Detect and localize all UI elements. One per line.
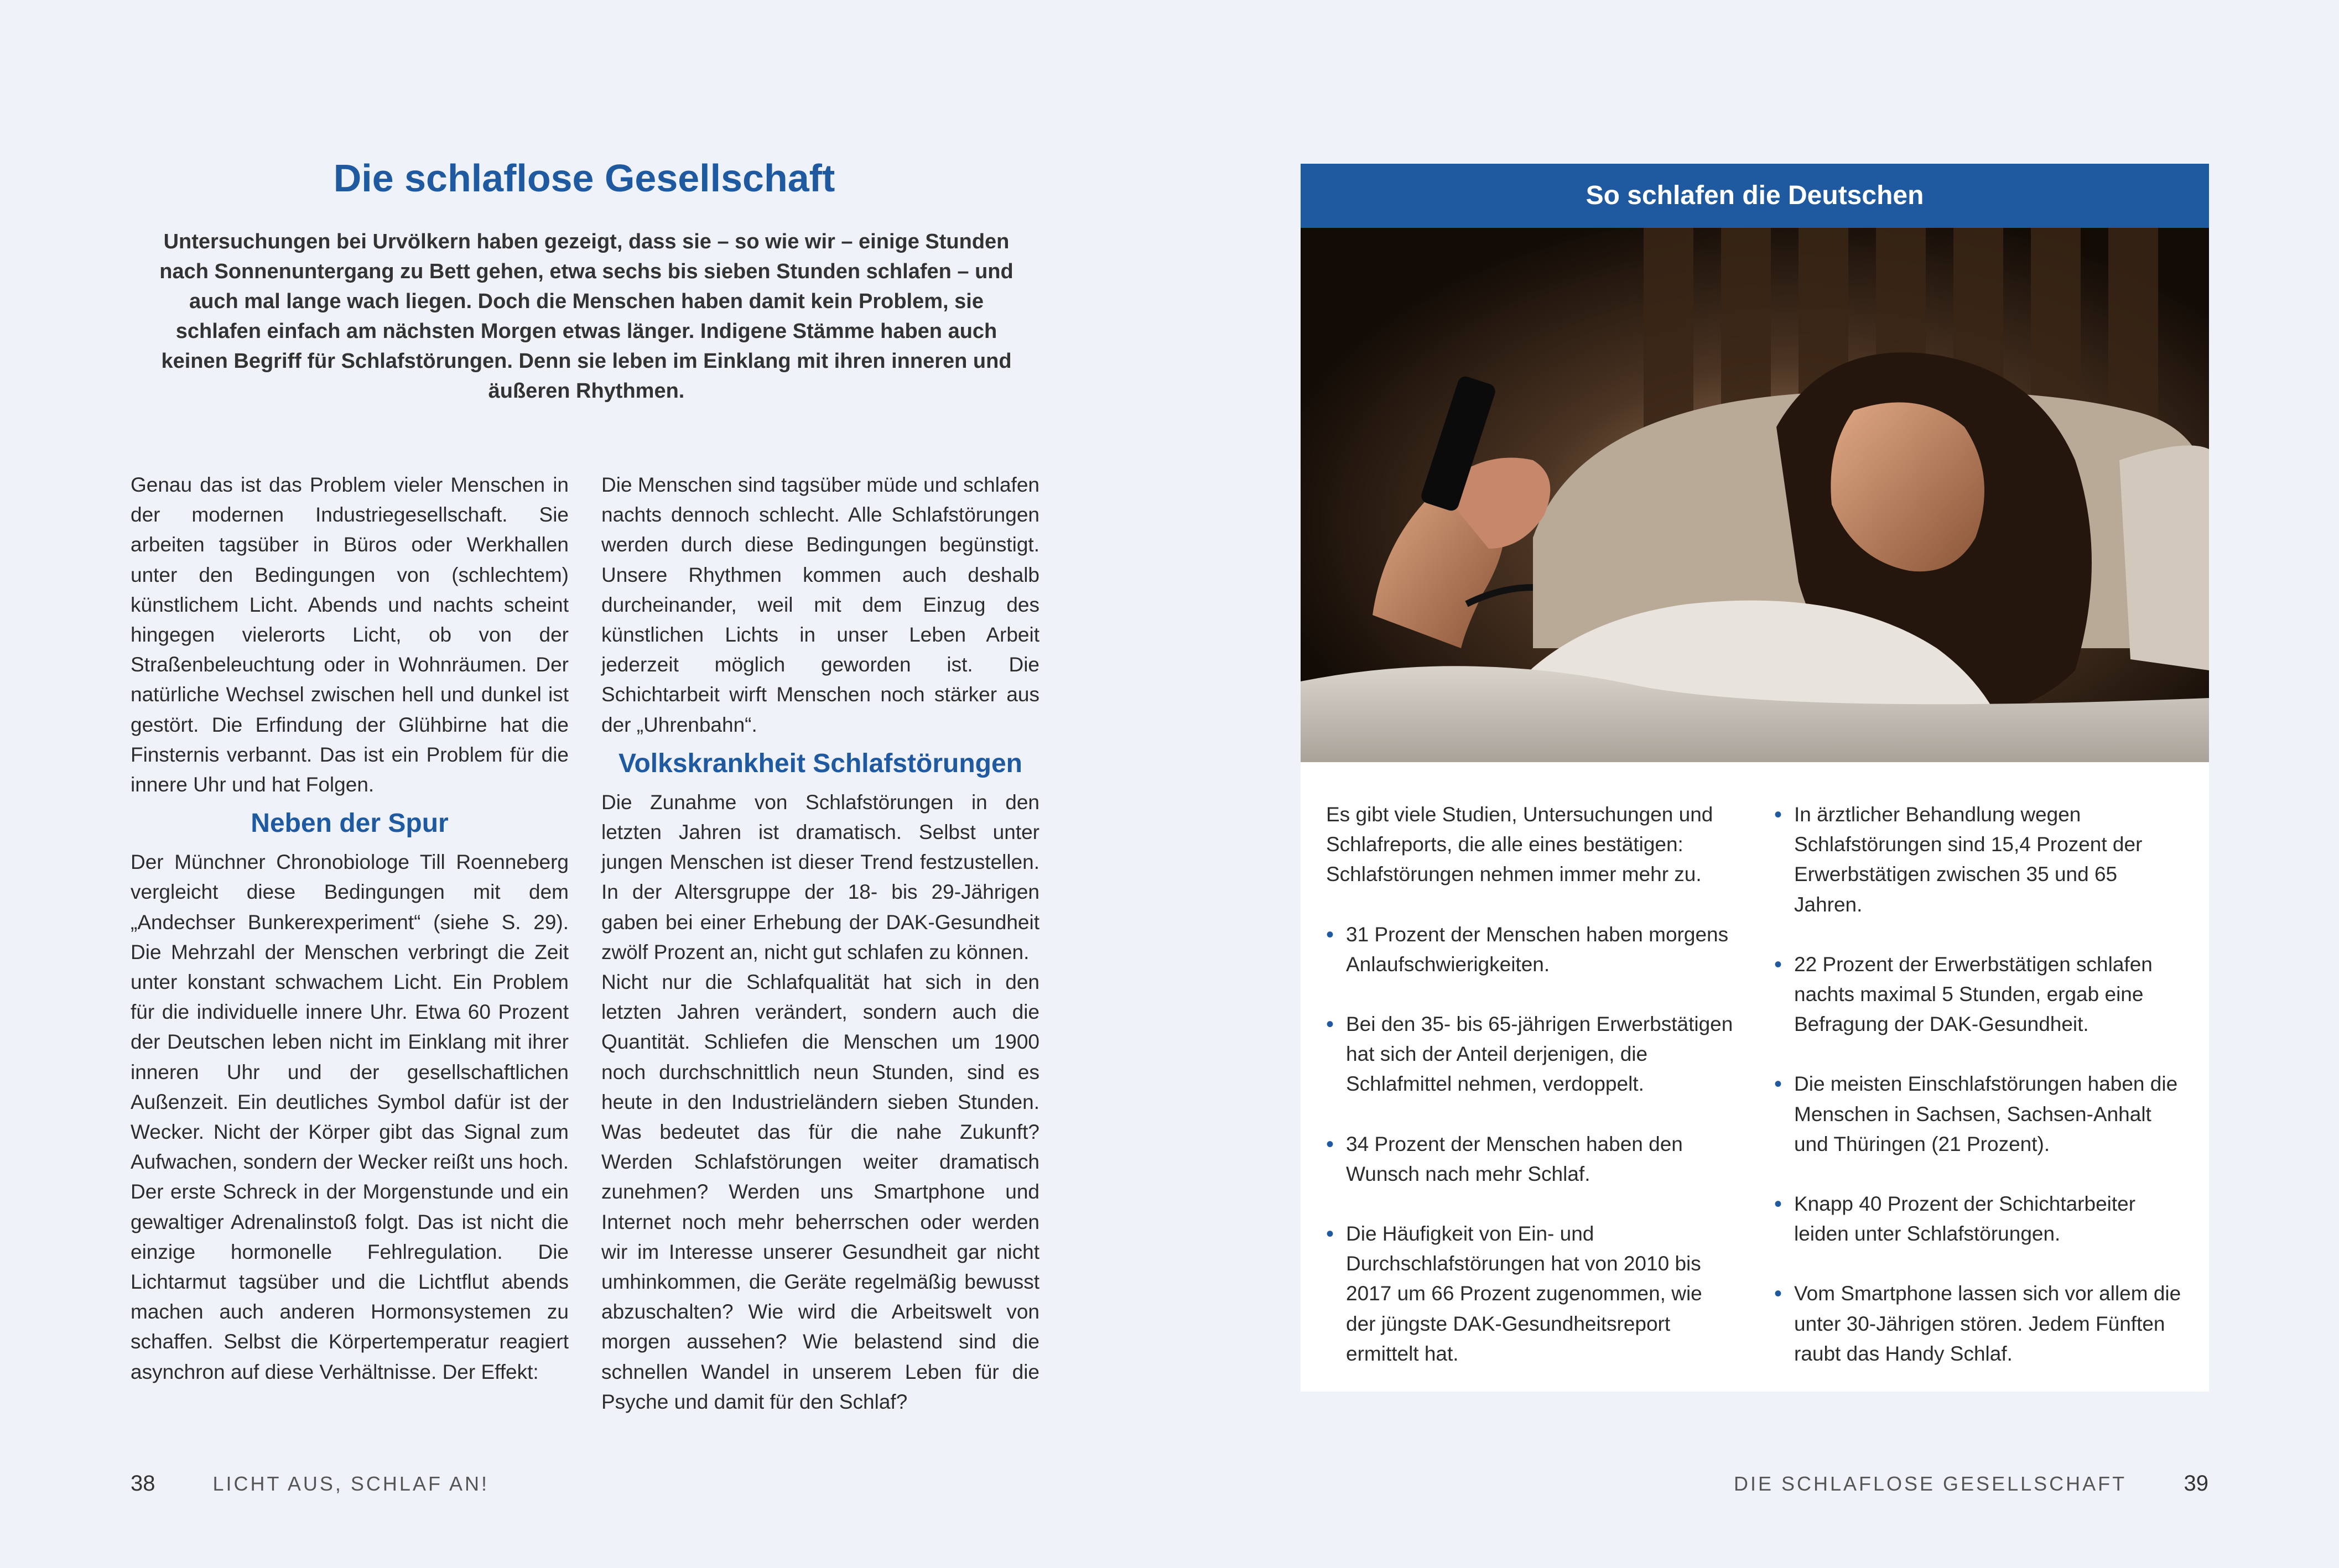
- info-column-1: [1326, 800, 1735, 1399]
- left-footer: [131, 1471, 489, 1496]
- info-box: [1301, 164, 2209, 1392]
- stat-item: • Die meisten Einschlafstörungen haben die Menschen in Sachsen, Sachsen-Anhalt und Thüringen (21 Prozent).: [1774, 1069, 2184, 1159]
- body-paragraph: Nicht nur die Schlafqualität hat sich in den letzten Jahren verändert, sondern auch die Quantität. Schliefen die Menschen um 1900 noch durchschnittlich neun Stunden, sind es heute in den Industrieländern sieben Stunden. Was bedeutet das für die nahe Zukunft? Werden Schlafstörungen weiter dramatisch zunehmen? Werden uns Smartphone und Internet noch mehr beherrschen oder werden wir im Interesse unserer Gesundheit gar nicht umhinkommen, die Geräte regelmäßig bewusst abzuschalten? Wie wird die Arbeitswelt von morgen aussehen? Wie belastend sind die schnellen Wandel in unserem Leben für die Psyche und damit für den Schlaf?: [601, 971, 1039, 1413]
- stat-item: • Knapp 40 Prozent der Schichtarbeiter leiden unter Schlafstörungen.: [1774, 1189, 2184, 1249]
- page-number-right: 39: [2184, 1471, 2208, 1496]
- woman-with-smartphone-in-bed-photo: [1301, 228, 2209, 762]
- section-heading-neben-der-spur: Neben der Spur: [251, 809, 449, 838]
- lead-paragraph: Untersuchungen bei Urvölkern haben gezeigt, dass sie – so wie wir – einige Stunden nach Sonnenuntergang zu Bett gehen, etwa sechs bis sieben Stunden schlafen – und auch mal lange wach liegen. Doch die Menschen haben damit kein Problem, sie schlafen einfach am nächsten Morgen etwas länger. Indigene Stämme haben auch keinen Begriff für Schlafstörungen. Denn sie leben im Einklang mit ihren inneren und äußeren Rhythmen.: [159, 230, 1013, 403]
- stat-item: • In ärztlicher Behandlung wegen Schlafstörungen sind 15,4 Prozent der Erwerbstätigen zwischen 35 und 65 Jahren.: [1774, 800, 2184, 920]
- right-footer: [1734, 1471, 2208, 1496]
- body-paragraph: Genau das ist das Problem vieler Menschen in der modernen Industriegesellschaft. Sie arbeiten tagsüber in Büros oder Werkhallen unter den Bedingungen von (schlechtem) künstlichem Licht. Abends und nachts scheint hingegen vielerorts Licht, ob von der Straßenbeleuchtung oder in Wohnräumen. Der natürliche Wechsel zwischen hell und dunkel ist gestört. Die Erfindung der Glühbirne hat die Finsternis verbannt. Das ist ein Problem für die innere Uhr und hat Folgen.: [131, 473, 569, 796]
- stat-list-2: [1774, 800, 2184, 1369]
- stat-list-1: [1326, 920, 1735, 1369]
- photo-illustration: [1301, 228, 2209, 762]
- stat-item: • 34 Prozent der Menschen haben den Wunsch nach mehr Schlaf.: [1326, 1129, 1735, 1189]
- running-title-right: DIE SCHLAFLOSE GESELLSCHAFT: [1733, 1472, 2127, 1495]
- body-paragraph: Die Menschen sind tagsüber müde und schlafen nachts dennoch schlecht. Alle Schlafstörungen werden durch diese Bedingungen begünstigt. Unsere Rhythmen kommen auch deshalb durcheinander, weil mit dem Einzug des künstlichen Lichts in unser Leben Arbeit jederzeit möglich geworden ist. Die Schichtarbeit wirft Menschen noch stärker aus der „Uhrenbahn“.: [601, 473, 1039, 736]
- stat-item: • Bei den 35- bis 65-jährigen Erwerbstätigen hat sich der Anteil derjenigen, die Schlafmittel nehmen, verdoppelt.: [1326, 1009, 1735, 1100]
- section-heading-volkskrankheit: Volkskrankheit Schlafstörungen: [618, 748, 1022, 778]
- body-paragraph: Der Münchner Chronobiologe Till Roenneberg vergleicht diese Bedingungen mit dem „Andechser Bunkerexperiment“ (siehe S. 29). Die Mehrzahl der Menschen verbringt die Zeit unter konstant schwachem Licht. Ein Problem für die individuelle innere Uhr. Etwa 60 Prozent der Deutschen leben nicht im Einklang mit ihrer inneren Uhr und der gesellschaftlichen Außenzeit. Ein deutliches Symbol dafür ist der Wecker. Nicht der Körper gibt das Signal zum Aufwachen, sondern der Wecker reißt uns hoch. Der erste Schreck in der Morgenstunde und ein gewaltiger Adrenalinstoß folgt. Das ist nicht die einzige hormonelle Fehlregulation. Die Lichtarmut tagsüber und die Lichtflut abends machen auch anderen Hormonsystemen zu schaffen. Selbst die Körpertemperatur reagiert asynchron auf diese Verhältnisse. Der Effekt:: [131, 851, 569, 1383]
- info-column-2: [1774, 800, 2184, 1399]
- stat-item: • 22 Prozent der Erwerbstätigen schlafen nachts maximal 5 Stunden, ergab eine Befragung der DAK-Gesundheit.: [1774, 950, 2184, 1040]
- chapter-title: Die schlaflose Gesellschaft: [333, 157, 835, 200]
- running-title-left: LICHT AUS, SCHLAF AN!: [212, 1472, 489, 1495]
- text-column-1: [131, 470, 569, 1387]
- text-column-2: [601, 470, 1039, 1417]
- stat-item: • Vom Smartphone lassen sich vor allem die unter 30-Jährigen stören. Jedem Fünften raubt das Handy Schlaf.: [1774, 1279, 2184, 1369]
- info-box-title: So schlafen die Deutschen: [1301, 164, 2209, 228]
- stat-item: • Die Häufigkeit von Ein- und Durchschlafstörungen hat von 2010 bis 2017 um 66 Prozent zugenommen, wie der jüngste DAK-Gesundheitsreport ermittelt hat.: [1326, 1219, 1735, 1369]
- stat-item: • 31 Prozent der Menschen haben morgens Anlaufschwierigkeiten.: [1326, 920, 1735, 980]
- body-paragraph: Die Zunahme von Schlafstörungen in den letzten Jahren ist dramatisch. Selbst unter jungen Menschen ist dieser Trend festzustellen. In der Altersgruppe der 18- bis 29-Jährigen gaben bei einer Erhebung der DAK-Gesundheit zwölf Prozent an, nicht gut schlafen zu können.: [601, 790, 1039, 963]
- info-intro: Es gibt viele Studien, Untersuchungen und Schlafreports, die alle eines bestätigen: Schlafstörungen nehmen immer mehr zu.: [1326, 803, 1713, 886]
- page-number-left: 38: [131, 1471, 155, 1496]
